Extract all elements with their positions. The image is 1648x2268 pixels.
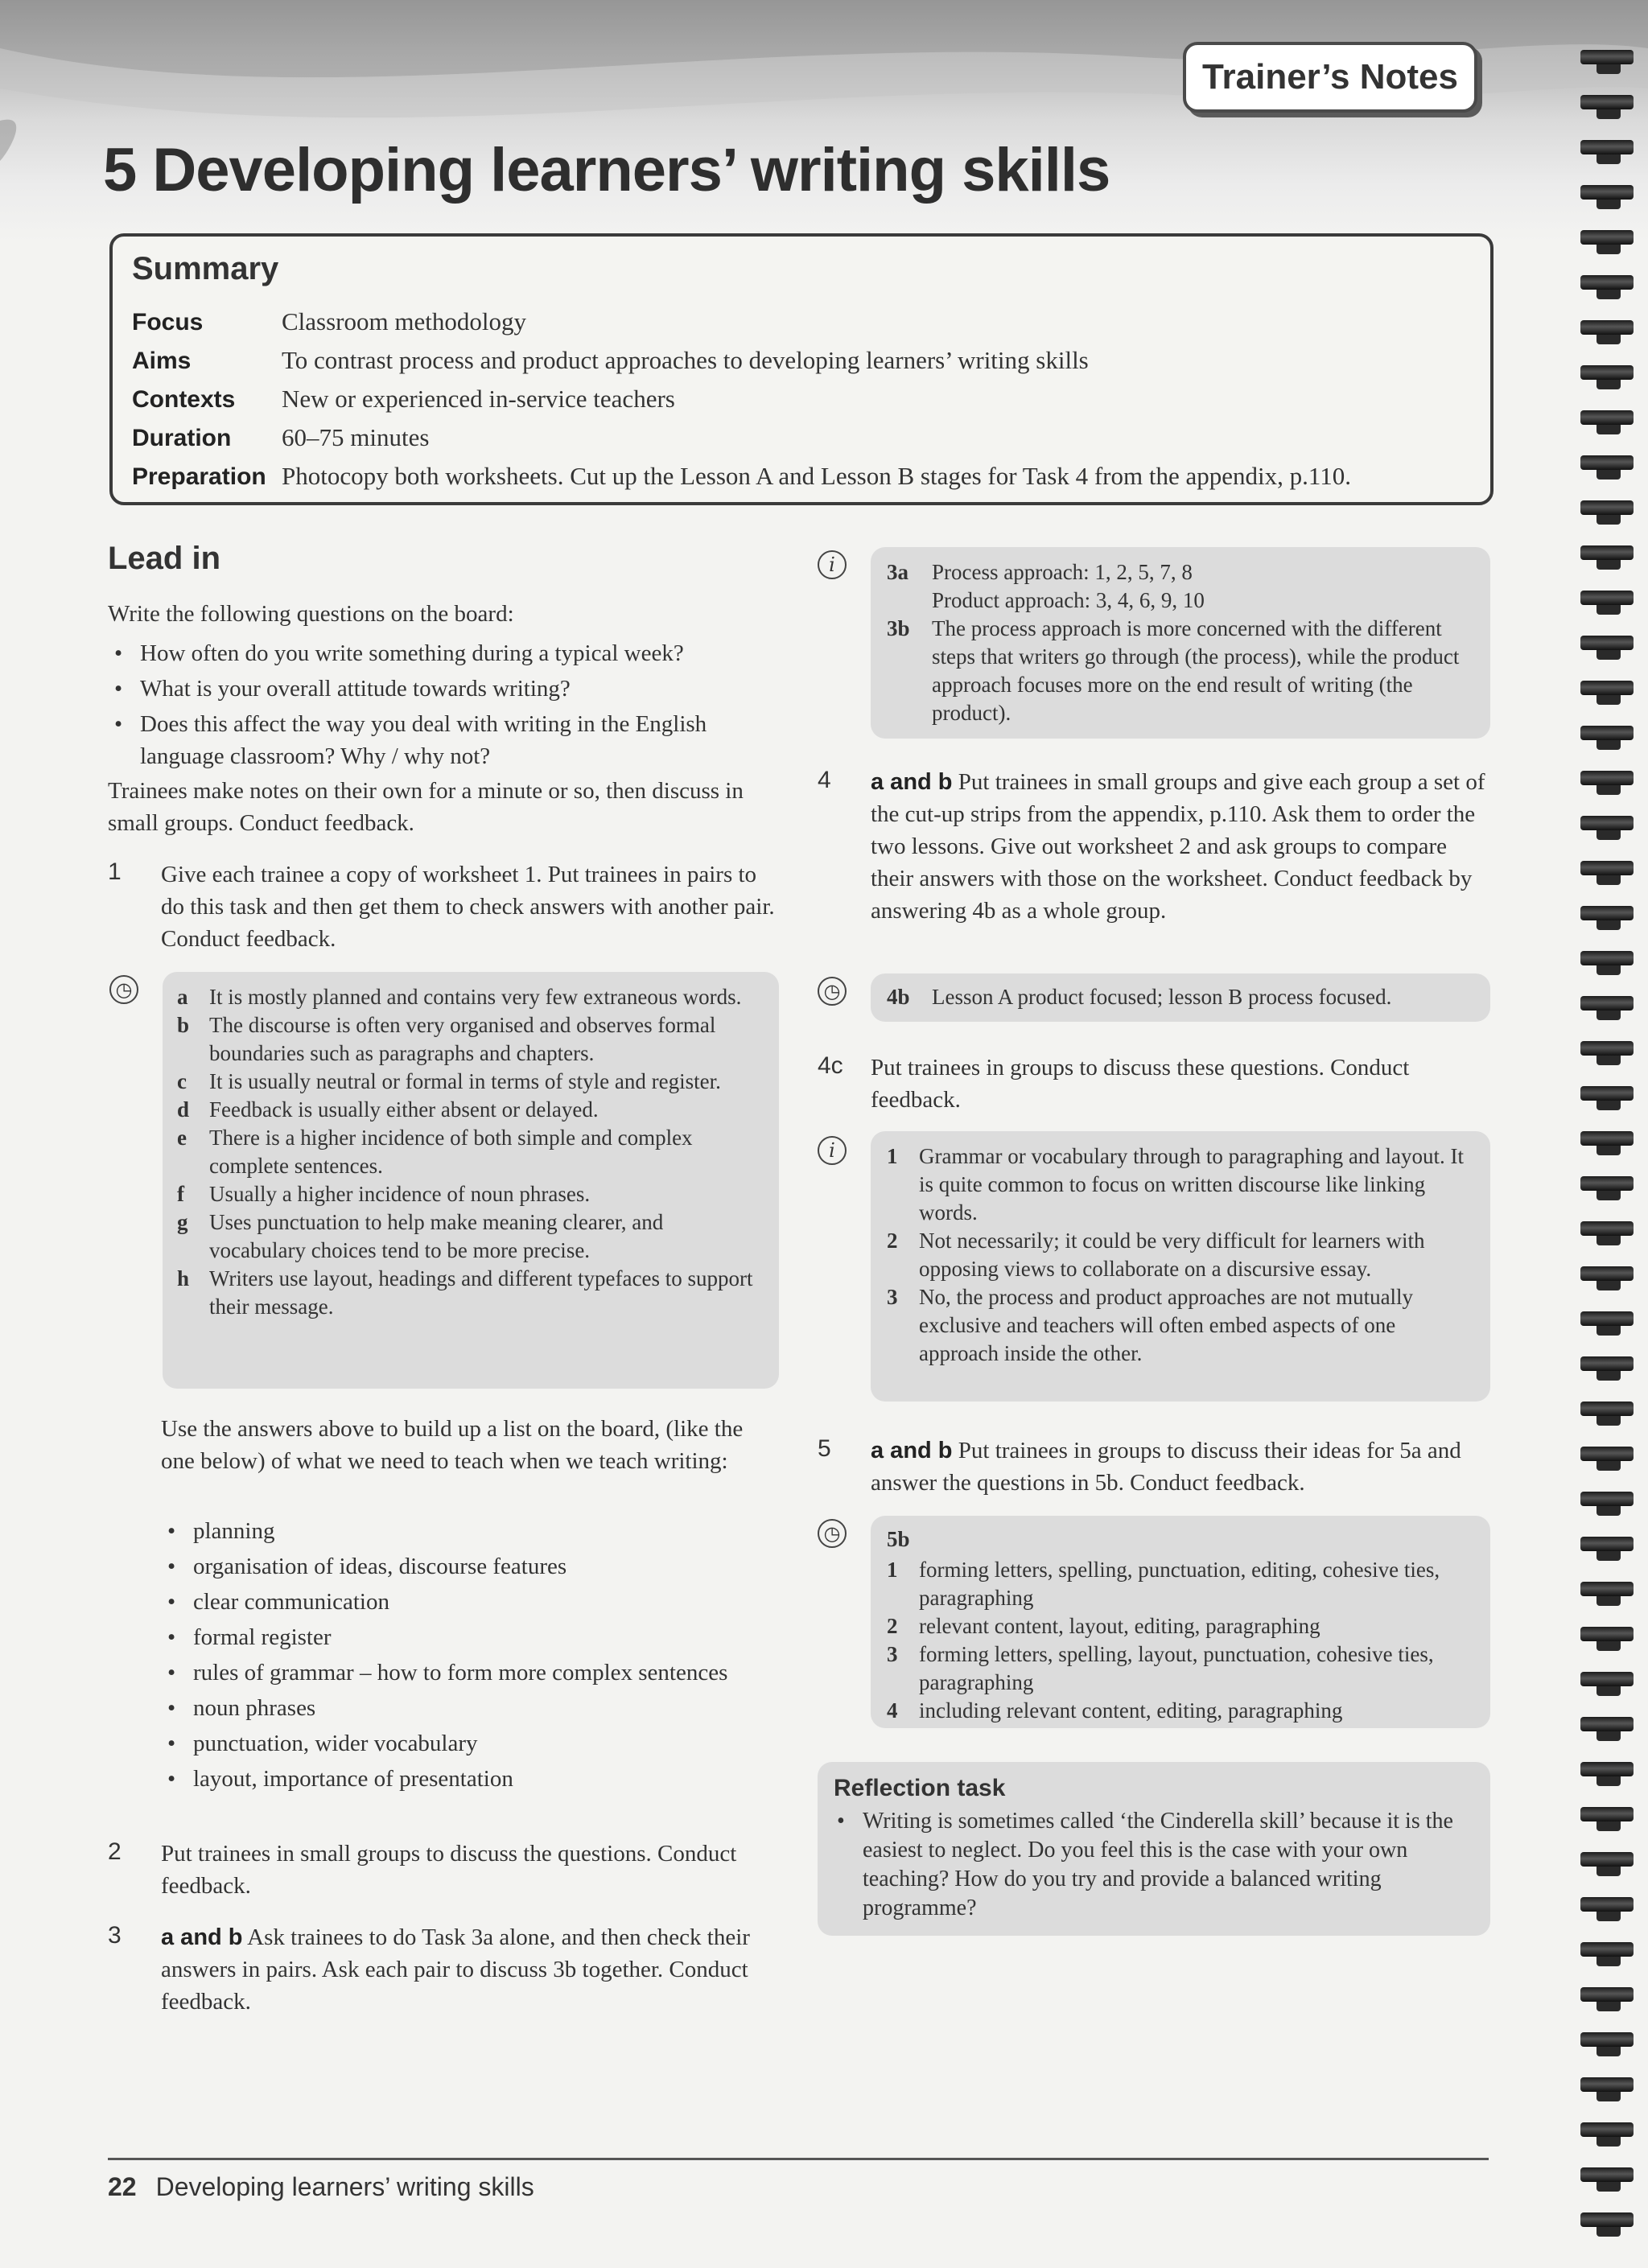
step4c-text: Put trainees in groups to discuss these questions. Conduct feedback. — [871, 1055, 1410, 1113]
summary-value: New or experienced in-service teachers — [282, 385, 675, 413]
header-wave-decoration — [0, 0, 1648, 241]
list-item: • layout, importance of presentation — [163, 1763, 758, 1795]
list-item: • punctuation, wider vocabulary — [163, 1727, 758, 1760]
binding-ring — [1580, 1627, 1634, 1641]
binding-ring — [1580, 1897, 1634, 1912]
binding-ring — [1580, 1537, 1634, 1551]
binding-ring — [1580, 1176, 1634, 1191]
summary-value: 60–75 minutes — [282, 423, 430, 451]
binding-ring — [1580, 1221, 1634, 1236]
answer-item: e There is a higher incidence of both simple and complex complete sentences. — [177, 1126, 693, 1178]
answer-item: g Uses punctuation to help make meaning clearer, and vocabulary choices tend to be more precise. — [177, 1210, 664, 1262]
list-item: • Writing is sometimes called ‘the Cinderella skill’ because it is the easiest to neglect. Do you feel this is the case with your own teaching? How do you try and provide a balanced writing programme? — [832, 1807, 1468, 1923]
answer-item: h Writers use layout, headings and different typefaces to support their message. — [177, 1266, 753, 1319]
reflection-task-box — [818, 1762, 1490, 1936]
answer-item: 2 Not necessarily; it could be very difficult for learners with opposing views to collaborate on a discursive essay. — [887, 1229, 1425, 1281]
list-item: • clear communication — [163, 1586, 758, 1618]
binding-ring — [1580, 1852, 1634, 1867]
reflection-title: Reflection task — [834, 1775, 1006, 1801]
binding-ring — [1580, 2167, 1634, 2182]
answer-item: f Usually a higher incidence of noun phrases. — [177, 1182, 591, 1206]
reflection-list — [832, 1807, 1468, 1926]
clock-icon: ◷ — [818, 977, 847, 1006]
list-item: • formal register — [163, 1621, 758, 1653]
lead-in-outro: Trainees make notes on their own for a minute or so, then discuss in small groups. Conduct feedback. — [108, 778, 744, 836]
answer-item: 4 including relevant content, editing, paragraphing — [887, 1698, 1343, 1723]
binding-ring — [1580, 1086, 1634, 1101]
binding-ring — [1580, 2077, 1634, 2092]
summary-value: Photocopy both worksheets. Cut up the Lesson A and Lesson B stages for Task 4 from the appendix, p.110. — [282, 462, 1351, 490]
answer-item: d Feedback is usually either absent or delayed. — [177, 1097, 599, 1122]
step-number: 2 — [108, 1838, 122, 1865]
list-item: • Does this affect the way you deal with writing in the English language classroom? Why / why not? — [109, 708, 777, 772]
binding-ring — [1580, 2122, 1634, 2137]
step-number: 5 — [818, 1435, 831, 1462]
step1-followup: Use the answers above to build up a list on the board, (like the one below) of what we need to teach when we teach writing: — [161, 1416, 744, 1474]
binding-ring — [1580, 1311, 1634, 1326]
binding-ring — [1580, 591, 1634, 605]
summary-label: Focus — [132, 309, 204, 335]
info-icon: i — [818, 550, 847, 579]
summary-label: Duration — [132, 425, 232, 451]
binding-ring — [1580, 861, 1634, 875]
trainers-notes-tab: Trainer’s Notes — [1183, 42, 1477, 113]
list-item: • organisation of ideas, discourse features — [163, 1550, 758, 1583]
binding-ring — [1580, 1266, 1634, 1281]
binding-ring — [1580, 816, 1634, 830]
summary-row-aims — [132, 346, 1089, 375]
binding-ring — [1580, 230, 1634, 245]
binding-ring — [1580, 1356, 1634, 1371]
summary-row-contexts — [132, 385, 675, 414]
binding-ring — [1580, 1942, 1634, 1957]
footer-title: Developing learners’ writing skills — [155, 2172, 534, 2201]
binding-ring — [1580, 2032, 1634, 2047]
step4-answers — [887, 983, 1474, 1011]
summary-row-focus — [132, 307, 526, 336]
spiral-binding — [1568, 0, 1648, 2268]
summary-value: Classroom methodology — [282, 307, 526, 335]
binding-ring — [1580, 1041, 1634, 1056]
step2-text: Put trainees in small groups to discuss the questions. Conduct feedback. — [161, 1841, 737, 1899]
binding-ring — [1580, 455, 1634, 470]
binding-ring — [1580, 1402, 1634, 1416]
teaching-writing-list — [163, 1515, 758, 1798]
answer-item: 3 forming letters, spelling, layout, punctuation, cohesive ties, paragraphing — [887, 1642, 1434, 1694]
step-number: 1 — [108, 858, 122, 885]
binding-ring — [1580, 1447, 1634, 1461]
binding-ring — [1580, 275, 1634, 290]
binding-ring — [1580, 906, 1634, 920]
answer-item: 1 Grammar or vocabulary through to paragraphing and layout. It is quite common to focus on written discourse like linking words. — [887, 1144, 1465, 1225]
answer-heading: 5b — [887, 1527, 910, 1551]
step1-answer-box — [163, 972, 779, 1389]
step5-answer-box — [871, 1516, 1490, 1728]
summary-box — [109, 233, 1494, 505]
step3-text: a and b Ask trainees to do Task 3a alone, and then check their answers in pairs. Ask each pair to discuss 3b together. Conduct feedback. — [161, 1924, 750, 2015]
summary-label: Contexts — [132, 386, 236, 413]
list-item: • What is your overall attitude towards writing? — [109, 673, 777, 705]
step-number: 4c — [818, 1052, 843, 1079]
step3-answers — [887, 558, 1474, 727]
binding-ring — [1580, 500, 1634, 515]
binding-ring — [1580, 996, 1634, 1011]
answer-item: c It is usually neutral or formal in terms of style and register. — [177, 1069, 721, 1093]
clock-icon: ◷ — [818, 1519, 847, 1548]
binding-ring — [1580, 681, 1634, 695]
binding-ring — [1580, 1492, 1634, 1506]
binding-ring — [1580, 320, 1634, 335]
answer-item: 3 No, the process and product approaches are not mutually exclusive and teachers will often embed aspects of one approach inside the other. — [887, 1285, 1414, 1365]
footer-rule — [108, 2158, 1489, 2160]
step4c-answers — [887, 1142, 1474, 1368]
binding-ring — [1580, 951, 1634, 965]
binding-ring — [1580, 2212, 1634, 2227]
binding-ring — [1580, 95, 1634, 109]
list-item: • planning — [163, 1515, 758, 1547]
binding-ring — [1580, 50, 1634, 64]
summary-row-duration — [132, 423, 429, 452]
answer-item: b The discourse is often very organised and observes formal boundaries such as paragraphs and chapters. — [177, 1013, 716, 1065]
binding-ring — [1580, 1762, 1634, 1776]
answer-item: 4b Lesson A product focused; lesson B process focused. — [887, 985, 1392, 1009]
step-number: 4 — [818, 767, 831, 793]
binding-ring — [1580, 1717, 1634, 1731]
lead-in-questions — [109, 637, 777, 776]
binding-ring — [1580, 1987, 1634, 2002]
binding-ring — [1580, 410, 1634, 425]
step4c-answer-box — [871, 1131, 1490, 1402]
info-icon: i — [818, 1136, 847, 1165]
binding-ring — [1580, 1807, 1634, 1821]
binding-ring — [1580, 636, 1634, 650]
step5-text: a and b Put trainees in groups to discuss their ideas for 5a and answer the questions in 5b. Conduct feedback. — [871, 1438, 1461, 1496]
binding-ring — [1580, 185, 1634, 200]
answer-item: a It is mostly planned and contains very few extraneous words. — [177, 985, 742, 1009]
lead-in-heading: Lead in — [108, 541, 221, 576]
binding-ring — [1580, 726, 1634, 740]
summary-value: To contrast process and product approaches to developing learners’ writing skills — [282, 346, 1089, 374]
binding-ring — [1580, 140, 1634, 154]
summary-title: Summary — [132, 251, 279, 286]
list-item: • noun phrases — [163, 1692, 758, 1724]
step4-text: a and b Put trainees in small groups and give each group a set of the cut-up strips from the appendix, p.110. Ask them to order the two lessons. Give out worksheet 2 and ask groups to compare their answers with those on the worksheet. Conduct feedback by answering 4b as a whole group. — [871, 769, 1485, 924]
page-footer — [108, 2172, 534, 2202]
binding-ring — [1580, 545, 1634, 560]
binding-ring — [1580, 1131, 1634, 1146]
answer-item: 2 relevant content, layout, editing, paragraphing — [887, 1614, 1320, 1638]
binding-ring — [1580, 365, 1634, 380]
list-item: • rules of grammar – how to form more complex sentences — [163, 1657, 758, 1689]
binding-ring — [1580, 1672, 1634, 1686]
list-item: • How often do you write something during a typical week? — [109, 637, 777, 669]
page-title: 5 Developing learners’ writing skills — [103, 136, 1110, 204]
page-number: 22 — [108, 2172, 137, 2201]
step1-text: Give each trainee a copy of worksheet 1. Put trainees in pairs to do this task and then get them to check answers with another pair. Conduct feedback. — [161, 862, 775, 952]
clock-icon: ◷ — [109, 975, 138, 1004]
step-number: 3 — [108, 1922, 122, 1949]
step5-answers — [887, 1556, 1474, 1725]
summary-row-preparation — [132, 462, 1351, 491]
binding-ring — [1580, 771, 1634, 785]
step4-answer-box — [871, 973, 1490, 1022]
answer-item: 3b The process approach is more concerned with the different steps that writers go through (the process), while the product approach focuses more on the end result of writing (the product). — [887, 616, 1460, 725]
step1-answers — [177, 983, 764, 1321]
summary-label: Aims — [132, 348, 192, 374]
lead-in-intro: Write the following questions on the board: — [108, 601, 514, 627]
answer-item: 1 forming letters, spelling, punctuation, editing, cohesive ties, paragraphing — [887, 1558, 1440, 1610]
step3-answer-box — [871, 547, 1490, 739]
summary-label: Preparation — [132, 463, 266, 490]
answer-item: 3a Process approach: 1, 2, 5, 7, 8 Product approach: 3, 4, 6, 9, 10 — [887, 560, 1205, 612]
binding-ring — [1580, 1582, 1634, 1596]
